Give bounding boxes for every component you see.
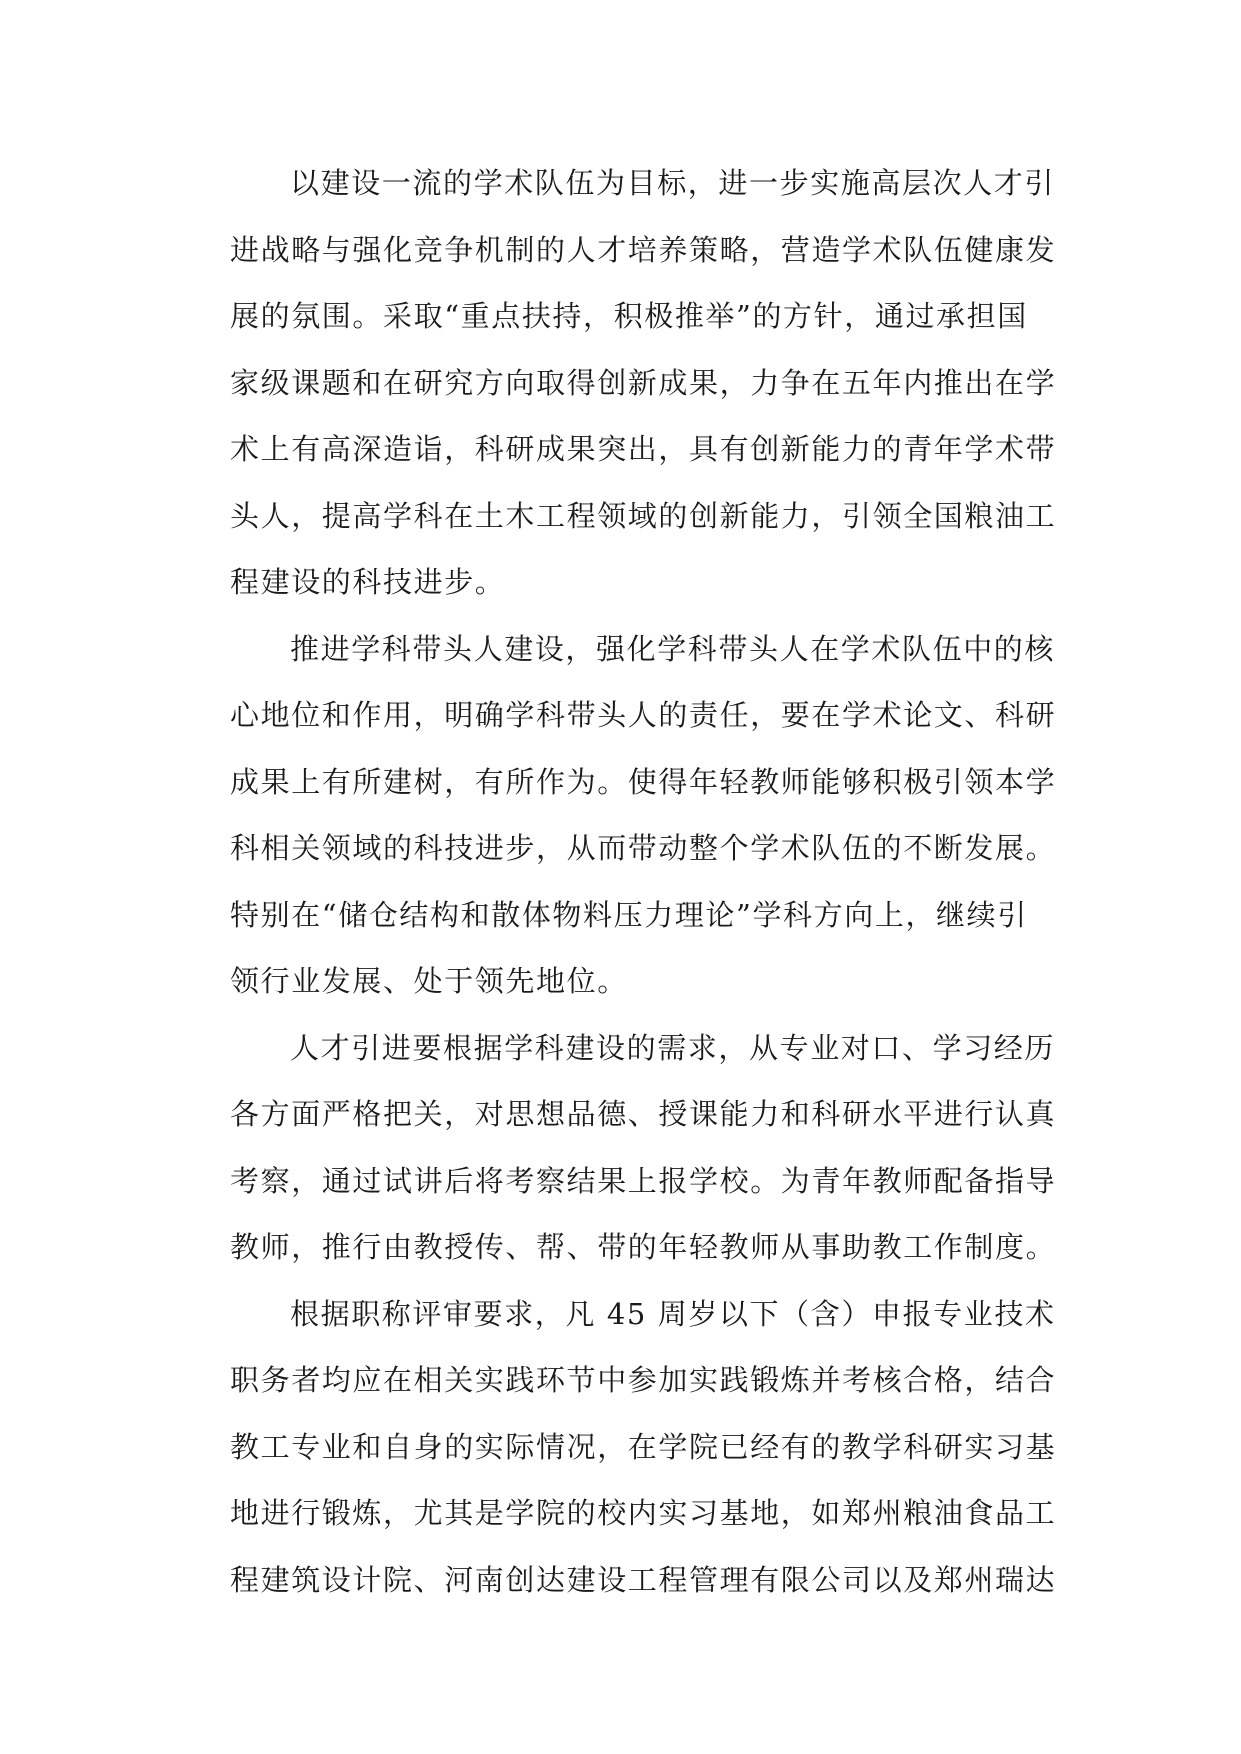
paragraph-line: 职务者均应在相关实践环节中参加实践锻炼并考核合格，结合 xyxy=(230,1363,1057,1397)
paragraph-line: 领行业发展、处于领先地位。 xyxy=(230,964,628,998)
paragraph-first-line: 根据职称评审要求，凡 45 周岁以下（含）申报专业技术 xyxy=(290,1296,1056,1331)
paragraph-line: 头人，提高学科在土木工程领域的创新能力，引领全国粮油工 xyxy=(230,498,1057,533)
paragraph-line: 心地位和作用，明确学科带头人的责任，要在学术论文、科研 xyxy=(230,698,1057,732)
paragraph-line: 考察，通过试讲后将考察结果上报学校。为青年教师配备指导 xyxy=(230,1163,1057,1198)
paragraph-line: 教工专业和自身的实际情况，在学院已经有的教学科研实习基 xyxy=(230,1429,1057,1464)
paragraph-line: 程建筑设计院、河南创达建设工程管理有限公司以及郑州瑞达 xyxy=(230,1562,1057,1597)
paragraph-line: 术上有高深造诣，科研成果突出，具有创新能力的青年学术带 xyxy=(230,432,1057,466)
paragraph-line: 地进行锻炼，尤其是学院的校内实习基地，如郑州粮油食品工 xyxy=(230,1496,1057,1530)
paragraph-first-line: 以建设一流的学术队伍为目标，进一步实施高层次人才引 xyxy=(290,166,1056,200)
paragraph-line: 教师，推行由教授传、帮、带的年轻教师从事助教工作制度。 xyxy=(230,1230,1057,1264)
paragraph-line: 家级课题和在研究方向取得创新成果，力争在五年内推出在学 xyxy=(230,365,1057,400)
paragraph-line: 成果上有所建树，有所作为。使得年轻教师能够积极引领本学 xyxy=(230,764,1057,799)
document-body xyxy=(230,150,1057,1613)
paragraph-line: 展的氛围。采取“重点扶持，积极推举”的方针，通过承担国 xyxy=(230,299,1028,333)
paragraph-line: 科相关领域的科技进步，从而带动整个学术队伍的不断发展。 xyxy=(230,831,1057,865)
paragraph-line: 程建设的科技进步。 xyxy=(230,565,506,599)
paragraph-line: 进战略与强化竞争机制的人才培养策略，营造学术队伍健康发 xyxy=(230,232,1057,267)
paragraph-first-line: 人才引进要根据学科建设的需求，从专业对口、学习经历 xyxy=(290,1030,1056,1065)
paragraph-line: 特别在“储仓结构和散体物料压力理论”学科方向上，继续引 xyxy=(230,897,1028,932)
paragraph-line: 各方面严格把关，对思想品德、授课能力和科研水平进行认真 xyxy=(230,1097,1057,1131)
paragraph-first-line: 推进学科带头人建设，强化学科带头人在学术队伍中的核 xyxy=(290,631,1056,666)
